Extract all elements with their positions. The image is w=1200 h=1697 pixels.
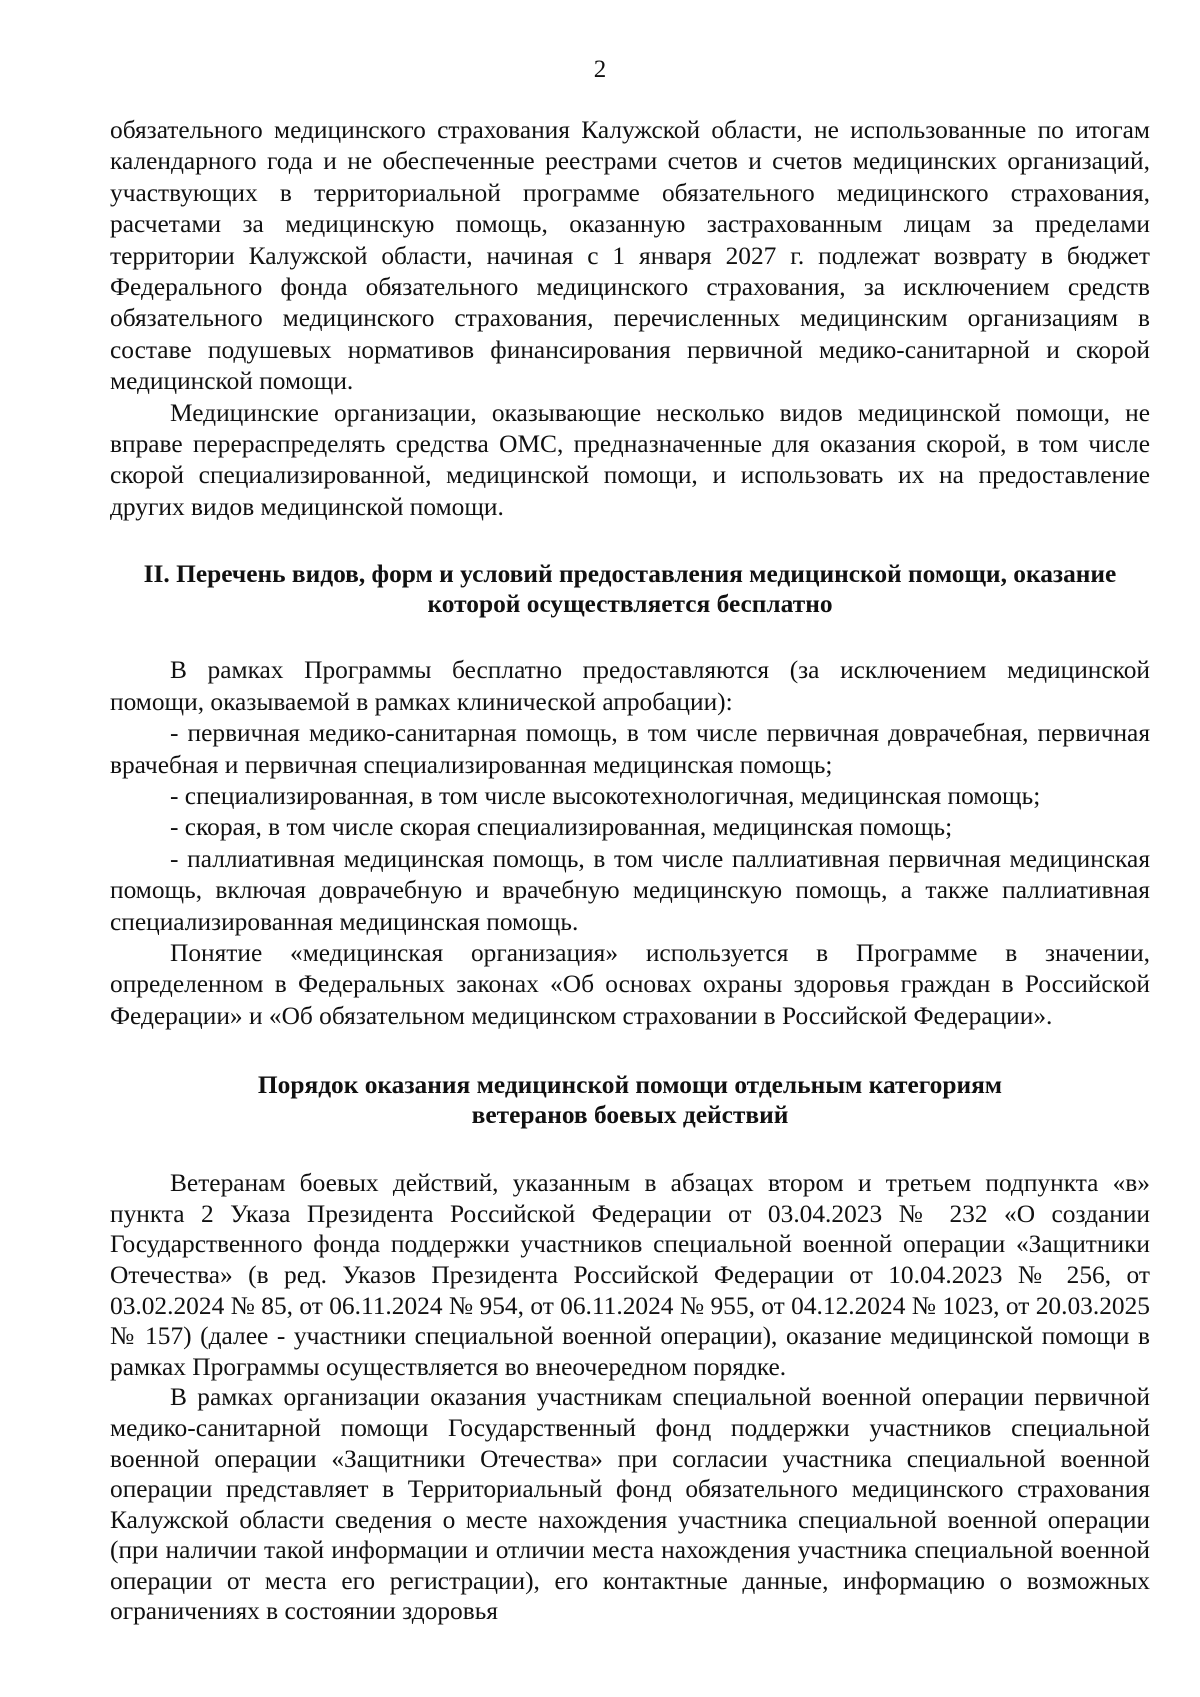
section-heading-2-line2: которой осуществляется бесплатно bbox=[427, 590, 833, 619]
section-heading-veterans-line2: ветеранов боевых действий bbox=[471, 1101, 789, 1130]
spacer bbox=[110, 619, 1150, 655]
paragraph-oms-funds: Медицинские организации, оказывающие несколько видов медицинской помощи, не вправе перераспределять средства ОМС, предназначенные для оказания скорой, в том числе скорой специализированной, медицинской помощи, и использовать их на предоставление других видов медицинской помощи. bbox=[110, 398, 1150, 521]
list-item: - специализированная, в том числе высокотехнологичная, медицинская помощь; bbox=[170, 781, 1041, 810]
list-item: - первичная медико-санитарная помощь, в том числе первичная доврачебная, первичная врачебная и первичная специализированная медицинская помощь; bbox=[110, 719, 1150, 779]
spacer bbox=[110, 1130, 1150, 1168]
paragraph-veterans-2: В рамках организации оказания участникам специальной военной операции первичной медико-санитарной помощи Государственный фонд поддержки участников специальной военной операции «Защитники Отечества» при согласии участника специальной военной операции представляет в Территориальный фонд обязательного медицинского страхования Калужской области сведения о месте нахождения участника специальной военной операции (при наличии такой информации и отличии места нахождения участника специальной военной операции от места его регистрации), его контактные данные, информацию о возможных ограничениях в состоянии здоровья bbox=[110, 1383, 1150, 1626]
spacer bbox=[110, 523, 1150, 559]
list-item: - скорая, в том числе скорая специализированная, медицинская помощь; bbox=[170, 813, 953, 842]
section-heading-veterans bbox=[110, 1070, 1150, 1130]
list-item: - паллиативная медицинская помощь, в том числе паллиативная первичная медицинская помощь, включая доврачебную и врачебную медицинскую помощь, а также паллиативная специализированная медицинская помощь. bbox=[110, 844, 1150, 936]
paragraph-concept: Понятие «медицинская организация» используется в Программе в значении, определенном в Федеральных законах «Об основах охраны здоровья граждан в Российской Федерации» и «Об обязательном медицинском страховании в Российской Федерации». bbox=[110, 938, 1150, 1030]
page-number: 2 bbox=[593, 56, 607, 83]
section-heading-veterans-line1: Порядок оказания медицинской помощи отдельным категориям bbox=[257, 1071, 1003, 1100]
section-heading-2-line1: II. Перечень видов, форм и условий предоставления медицинской помощи, оказание bbox=[143, 560, 1117, 589]
spacer bbox=[110, 1032, 1150, 1070]
paragraph-veterans-1: Ветеранам боевых действий, указанным в абзацах втором и третьем подпункта «в» пункта 2 Указа Президента Российской Федерации от 03.04.2023 № 232 «О создании Государственного фонда поддержки участников специальной военной операции «Защитники Отечества» (в ред. Указов Президента Российской Федерации от 10.04.2023 № 256, от 03.02.2024 № 85, от 06.11.2024 № 954, от 06.11.2024 № 955, от 04.12.2024 № 1023, от 20.03.2025 № 157) (далее - участники специальной военной операции), оказание медицинской помощи в рамках Программы осуществляется во внеочередном порядке. bbox=[110, 1169, 1150, 1381]
paragraph-intro: В рамках Программы бесплатно предоставляются (за исключением медицинской помощи, оказываемой в рамках клинической апробации): bbox=[110, 656, 1150, 716]
document-body bbox=[110, 115, 1150, 1627]
paragraph-continuation: обязательного медицинского страхования Калужской области, не использованные по итогам календарного года и не обеспеченные реестрами счетов и счетов медицинских организаций, участвующих в территориальной программе обязательного медицинского страхования, расчетами за медицинскую помощь, оказанную застрахованным лицам за пределами территории Калужской области, начиная с 1 января 2027 г. подлежат возврату в бюджет Федерального фонда обязательного медицинского страхования, за исключением средств обязательного медицинского страхования, перечисленных медицинским организациям в составе подушевых нормативов финансирования первичной медико-санитарной и скорой медицинской помощи. bbox=[110, 116, 1150, 396]
section-heading-2 bbox=[110, 559, 1150, 619]
